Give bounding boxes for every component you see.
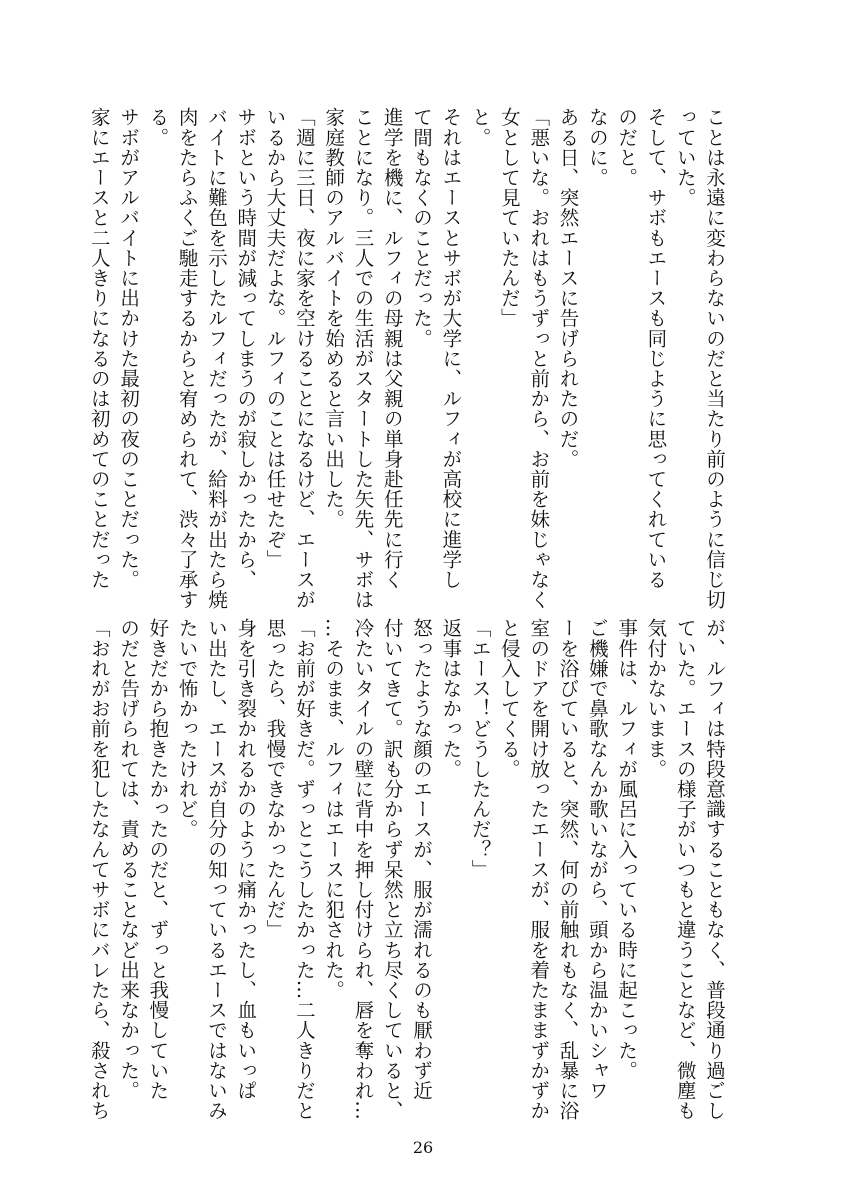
text-column: っていた。 [673,107,697,208]
text-column: ご機嫌で鼻歌なんか歌いながら、頭から温かいシャワ [585,618,609,1101]
text-column: 「週に三日、夜に家を空けることになるけど、エースが [292,107,316,610]
text-column: 女として見ていたんだ」 [497,107,521,329]
text-column: いるから大丈夫だよな。ルフィのことは任せたぞ」 [263,107,287,570]
text-column: それはエースとサボが大学に、ルフィが高校に進学し [439,107,463,590]
text-column: のだと告げられては、責めることなど出来なかった。 [117,618,141,1101]
text-column: て間もなくのことだった。 [410,107,434,349]
text-column: ーを浴びていると、突然、何の前触れもなく、乱暴に浴 [556,618,580,1121]
text-column: 「おれがお前を犯したなんてサボにバレたら、殺されち [87,618,111,1121]
text-column: サボという時間が減ってしまうのが寂しかったから、 [234,107,258,590]
text-column: たいで怖かったけれど。 [175,618,199,840]
text-column: 事件は、ルフィが風呂に入っている時に起こった。 [615,618,639,1081]
text-block-upper [84,107,729,610]
text-column: 「エース！どうしたんだ？」 [468,618,492,880]
text-column: 家庭教師のアルバイトを始めると言い出した。 [322,107,346,530]
text-column: と。 [468,107,492,148]
text-column: と侵入してくる。 [497,618,521,779]
text-column: が、ルフィは特段意識することもなく、普段通り過ごし [703,618,726,1121]
text-column: 家にエースと二人きりになるのは初めてのことだった [87,107,111,590]
text-column: ことになり。三人での生活がスタートした矢先、サボは [351,107,375,610]
text-column: 怒ったような顔のエースが、服が濡れるのも厭わず近 [410,618,434,1101]
text-column: ていた。エースの様子がいつもと違うことなど、微塵も [673,618,697,1121]
text-column: サボがアルバイトに出かけた最初の夜のことだった。 [117,107,141,590]
page-number: 26 [412,1138,434,1157]
text-column: 室のドアを開け放ったエースが、服を着たままずかずか [527,618,551,1121]
text-column: い出たし、エースが自分の知っているエースではないみ [204,618,228,1121]
text-column: 付いてきて。訳も分からず呆然と立ち尽くしていると、 [380,618,404,1121]
text-column: バイトに難色を示したルフィだったが、給料が出たら焼 [204,107,228,610]
text-column: ある日、突然エースに告げられたのだ。 [556,107,580,469]
text-column: 冷たいタイルの壁に背中を押し付けられ、唇を奪われ… [351,618,375,1121]
text-column: 思ったら、我慢できなかったんだ」 [263,618,287,940]
text-column: そして、サボもエースも同じように思ってくれている [644,107,668,590]
text-column: なのに。 [585,107,609,188]
text-column: ことは永遠に変わらないのだと当たり前のように信じ切 [703,107,726,610]
text-column: 「お前が好きだ。ずっとこうしたかった…二人きりだと [292,618,316,1121]
text-column: 進学を機に、ルフィの母親は父親の単身赴任先に行く [380,107,404,590]
text-column: る。 [146,107,170,148]
text-column: 「悪いな。おれはもうずっと前から、お前を妹じゃなく [527,107,551,610]
text-column: 肉をたらふくご馳走するからと宥められて、渋々了承す [175,107,199,610]
text-column: のだと。 [615,107,639,188]
text-column: 好きだから抱きたかったのだと、ずっと我慢していた [146,618,170,1101]
text-block-lower [84,618,729,1121]
text-column: 返事はなかった。 [439,618,463,779]
text-column: 気付かないまま。 [644,618,668,779]
text-column: 身を引き裂かれるかのように痛かったし、血もいっぱ [234,618,258,1101]
text-column: …そのまま、ルフィはエースに犯された。 [322,618,346,1000]
